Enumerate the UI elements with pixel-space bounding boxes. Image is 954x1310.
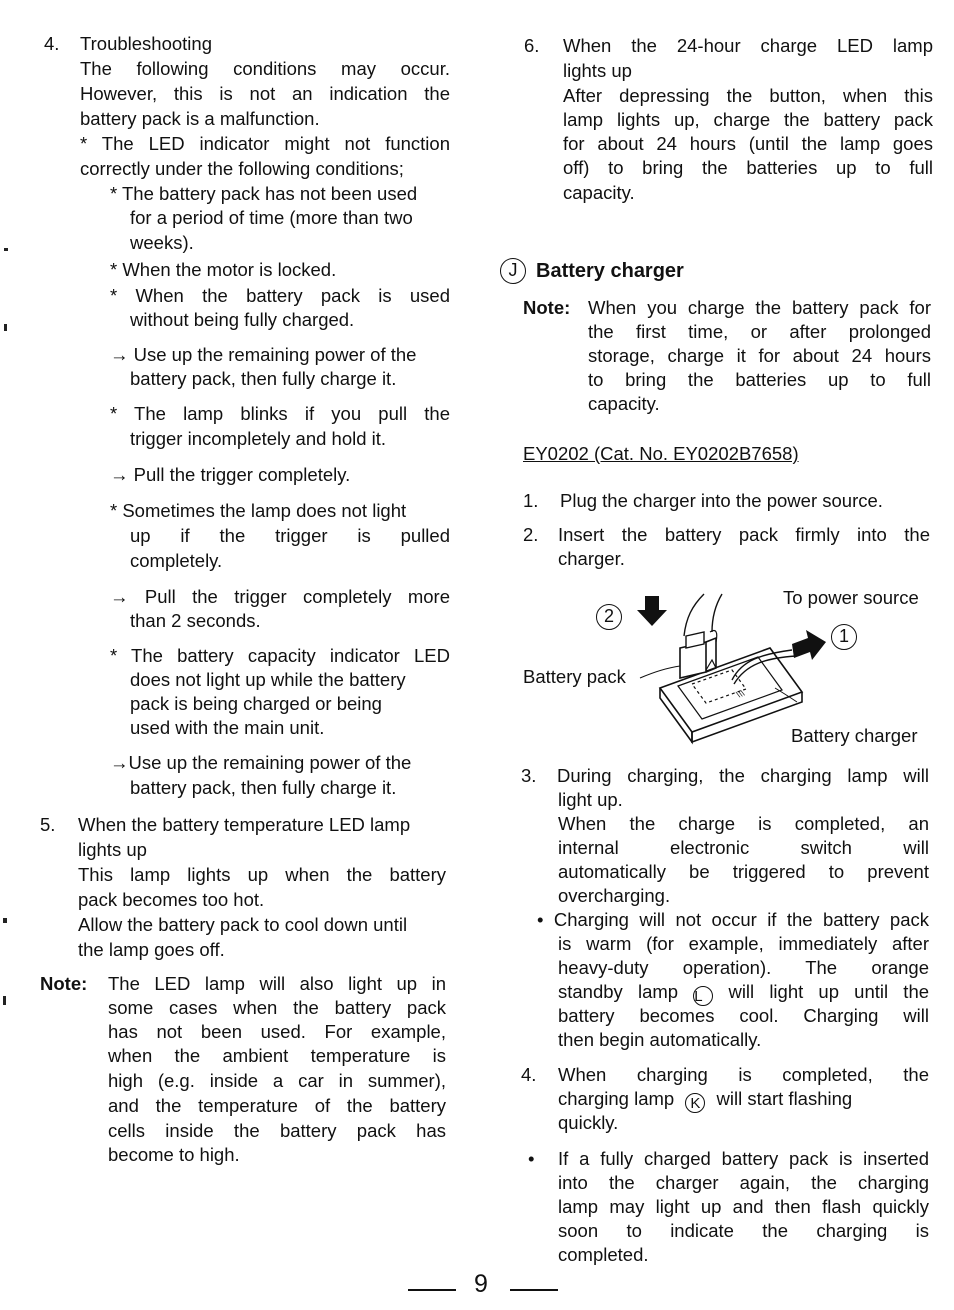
bullet-item: * The battery pack has not been used — [110, 183, 418, 204]
text-line: * The LED indicator might not function — [80, 133, 450, 154]
text-line: When you charge the battery pack for — [588, 297, 931, 318]
text-line — [558, 980, 929, 1006]
section-letter-icon: J — [500, 258, 526, 284]
bullet-item: * The lamp blinks if you pull the — [110, 403, 450, 424]
footer-rule-right — [510, 1289, 558, 1291]
text-line: pack becomes too hot. — [78, 889, 265, 910]
section-6-number: 6. — [524, 35, 540, 56]
step-number: 1. — [523, 490, 539, 511]
section-4-number: 4. — [44, 33, 60, 54]
scan-speck — [3, 996, 6, 1005]
text-line: lights up — [563, 60, 632, 81]
scan-speck — [4, 324, 7, 331]
charger-illustration — [620, 588, 835, 748]
text-line: weeks). — [130, 232, 194, 253]
lamp-k-marker: K — [685, 1093, 705, 1113]
text-line: battery becomes cool. Charging will — [558, 1005, 929, 1026]
text-line: When the battery temperature LED lamp — [78, 814, 411, 835]
bullet-mark: • — [528, 1148, 535, 1169]
text-line: for a period of time (more than two — [130, 207, 413, 228]
step-text: Insert the battery pack firmly into the — [558, 524, 930, 545]
section-heading: Battery charger — [536, 260, 684, 282]
text-line: This lamp lights up when the battery — [78, 864, 446, 885]
text-line: battery pack, then fully charge it. — [130, 777, 397, 798]
text-line: Allow the battery pack to cool down until — [78, 914, 408, 935]
text-line: completely. — [130, 550, 223, 571]
text-line: If a fully charged battery pack is inserted — [558, 1148, 929, 1169]
text-line: When the charge is completed, an — [558, 813, 929, 834]
text-line: the first time, or after prolonged — [588, 321, 931, 342]
text-line: has not been used. For example, — [108, 1021, 446, 1042]
section-4-title: Troubleshooting — [80, 33, 212, 54]
svg-text:\\\: \\\ — [735, 687, 746, 700]
text-line: does not light up while the battery — [130, 669, 406, 690]
text-line: capacity. — [563, 182, 635, 203]
text-line: battery pack, then fully charge it. — [130, 368, 397, 389]
text-line: the lamp goes off. — [78, 939, 225, 960]
text-line: pack is being charged or being — [130, 693, 382, 714]
bullet-item: * The battery capacity indicator LED — [110, 645, 450, 666]
text-line: and the temperature of the battery — [108, 1095, 446, 1116]
text-line: completed. — [558, 1244, 649, 1265]
text-line: become to high. — [108, 1144, 240, 1165]
text-line: cells inside the battery pack has — [108, 1120, 446, 1141]
text-line: up if the trigger is pulled — [130, 525, 450, 546]
text-line: when the ambient temperature is — [108, 1045, 446, 1066]
text-line: charger. — [558, 548, 625, 569]
step-text: During charging, the charging lamp will — [557, 765, 929, 786]
text-line: high (e.g. inside a car in summer), — [108, 1070, 446, 1091]
text-line: light up. — [558, 789, 623, 810]
step-number: 3. — [521, 765, 537, 786]
text-line: When the 24-hour charge LED lamp — [563, 35, 933, 56]
down-arrow-icon — [637, 596, 667, 626]
step-2-marker: 2 — [596, 604, 622, 630]
text-line: off) to bring the batteries up to full — [563, 157, 933, 178]
text-line — [558, 1087, 852, 1113]
text-line: than 2 seconds. — [130, 610, 261, 631]
arrow-item: → Pull the trigger completely. — [110, 464, 351, 485]
text-line: lamp lights up, charge the battery pack — [563, 109, 933, 130]
text-line: capacity. — [588, 393, 660, 414]
text-line: is warm (for example, immediately after — [558, 933, 929, 954]
figure-label-battery-pack: Battery pack — [523, 666, 626, 687]
figure-label-battery-charger: Battery charger — [791, 725, 918, 746]
text-line: soon to indicate the charging is — [558, 1220, 929, 1241]
text-line: without being fully charged. — [130, 309, 355, 330]
arrow-item: →Use up the remaining power of the — [110, 752, 412, 773]
page-number: 9 — [474, 1270, 488, 1298]
text-line: heavy-duty operation). The orange — [558, 957, 929, 978]
text-line: battery pack is a malfunction. — [80, 108, 320, 129]
text-line: quickly. — [558, 1112, 619, 1133]
text-line: storage, charge it for about 24 hours — [588, 345, 931, 366]
footer-rule-left — [408, 1289, 456, 1291]
text-line: The LED lamp will also light up in — [108, 973, 446, 994]
text-line: some cases when the battery pack — [108, 997, 446, 1018]
figure-label-power-source: To power source — [783, 587, 919, 608]
text-line: trigger incompletely and hold it. — [130, 428, 387, 449]
text-line: The following conditions may occur. — [80, 58, 450, 79]
model-number: EY0202 (Cat. No. EY0202B7658) — [523, 443, 799, 464]
text-line: for about 24 hours (until the lamp goes — [563, 133, 933, 154]
bullet-item: • Charging will not occur if the battery pack — [537, 909, 929, 930]
text-fragment: charging lamp — [558, 1088, 675, 1109]
bullet-item: * When the motor is locked. — [110, 259, 337, 280]
text-line: then begin automatically. — [558, 1029, 762, 1050]
step-number: 2. — [523, 524, 539, 545]
step-number: 4. — [521, 1064, 537, 1085]
arrow-item: → Pull the trigger completely more — [110, 586, 450, 607]
text-line: lights up — [78, 839, 147, 860]
text-line: automatically be triggered to prevent — [558, 861, 929, 882]
text-line: However, this is not an indication the — [80, 83, 450, 104]
text-fragment: will start flashing — [716, 1088, 853, 1109]
step-text: Plug the charger into the power source. — [560, 490, 883, 511]
scan-speck — [3, 918, 7, 923]
text-line: used with the main unit. — [130, 717, 325, 738]
text-line: internal electronic switch will — [558, 837, 929, 858]
scan-speck — [4, 248, 8, 251]
text-line: lamp may light up and then flash quickly — [558, 1196, 929, 1217]
text-line: overcharging. — [558, 885, 671, 906]
text-fragment: standby lamp — [558, 981, 679, 1002]
step-1-marker: 1 — [831, 624, 857, 650]
plug-arrow-icon — [792, 630, 826, 660]
step-text: When charging is completed, the — [558, 1064, 929, 1085]
text-line: After depressing the button, when this — [563, 85, 933, 106]
text-fragment: will light up until the — [728, 981, 930, 1002]
text-line: to bring the batteries up to full — [588, 369, 931, 390]
arrow-item: → Use up the remaining power of the — [110, 344, 417, 365]
note-label: Note: — [523, 297, 571, 318]
section-5-number: 5. — [40, 814, 56, 835]
text-line: into the charger again, the charging — [558, 1172, 929, 1193]
battery-pack-shape — [680, 642, 706, 678]
bullet-item: * Sometimes the lamp does not light — [110, 500, 407, 521]
note-label: Note: — [40, 973, 88, 994]
lamp-l-marker: L — [693, 986, 713, 1006]
bullet-item: * When the battery pack is used — [110, 285, 450, 306]
text-line: correctly under the following conditions; — [80, 158, 404, 179]
